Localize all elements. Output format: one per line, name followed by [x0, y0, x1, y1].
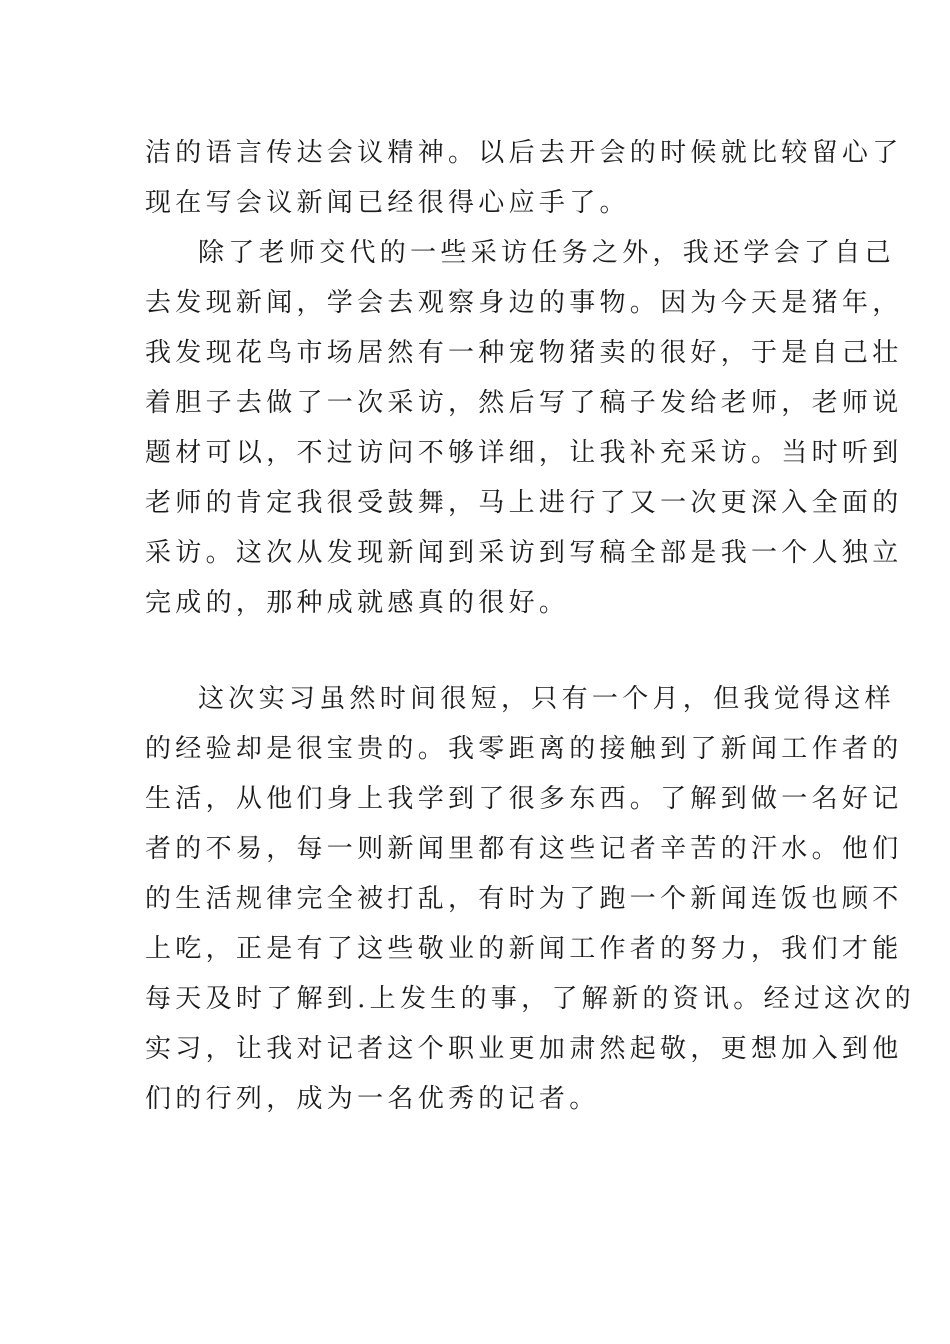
paragraph-2-line-3: 我发现花鸟市场居然有一种宠物猪卖的很好，于是自己壮	[145, 338, 903, 368]
paragraph-3-line-2: 的经验却是很宝贵的。我零距离的接触到了新闻工作者的	[145, 734, 903, 764]
paragraph-2-line-8: 完成的，那种成就感真的很好。	[145, 588, 570, 618]
paragraph-3-line-8: 实习，让我对记者这个职业更加肃然起敬，更想加入到他	[145, 1034, 903, 1064]
paragraph-3-line-7: 每天及时了解到.上发生的事，了解新的资讯。经过这次的	[145, 984, 916, 1014]
paragraph-2-line-5: 题材可以，不过访问不够详细，让我补充采访。当时听到	[145, 438, 903, 468]
paragraph-1-line-2: 现在写会议新闻已经很得心应手了。	[145, 188, 630, 218]
paragraph-3-line-1: 这次实习虽然时间很短，只有一个月，但我觉得这样	[198, 684, 895, 714]
paragraph-3-line-5: 的生活规律完全被打乱，有时为了跑一个新闻连饭也顾不	[145, 884, 903, 914]
paragraph-2-line-1: 除了老师交代的一些采访任务之外，我还学会了自己	[198, 238, 895, 268]
paragraph-3-line-6: 上吃，正是有了这些敬业的新闻工作者的努力，我们才能	[145, 934, 903, 964]
paragraph-3-line-4: 者的不易，每一则新闻里都有这些记者辛苦的汗水。他们	[145, 834, 903, 864]
paragraph-1-line-1: 洁的语言传达会议精神。以后去开会的时候就比较留心了	[145, 138, 903, 168]
paragraph-2-line-7: 采访。这次从发现新闻到采访到写稿全部是我一个人独立	[145, 538, 903, 568]
paragraph-2-line-2: 去发现新闻，学会去观察身边的事物。因为今天是猪年，	[145, 288, 903, 318]
paragraph-3-line-9: 们的行列，成为一名优秀的记者。	[145, 1084, 600, 1114]
paragraph-3-line-3: 生活，从他们身上我学到了很多东西。了解到做一名好记	[145, 784, 903, 814]
paragraph-2-line-4: 着胆子去做了一次采访，然后写了稿子发给老师，老师说	[145, 388, 903, 418]
paragraph-2-line-6: 老师的肯定我很受鼓舞，马上进行了又一次更深入全面的	[145, 488, 903, 518]
